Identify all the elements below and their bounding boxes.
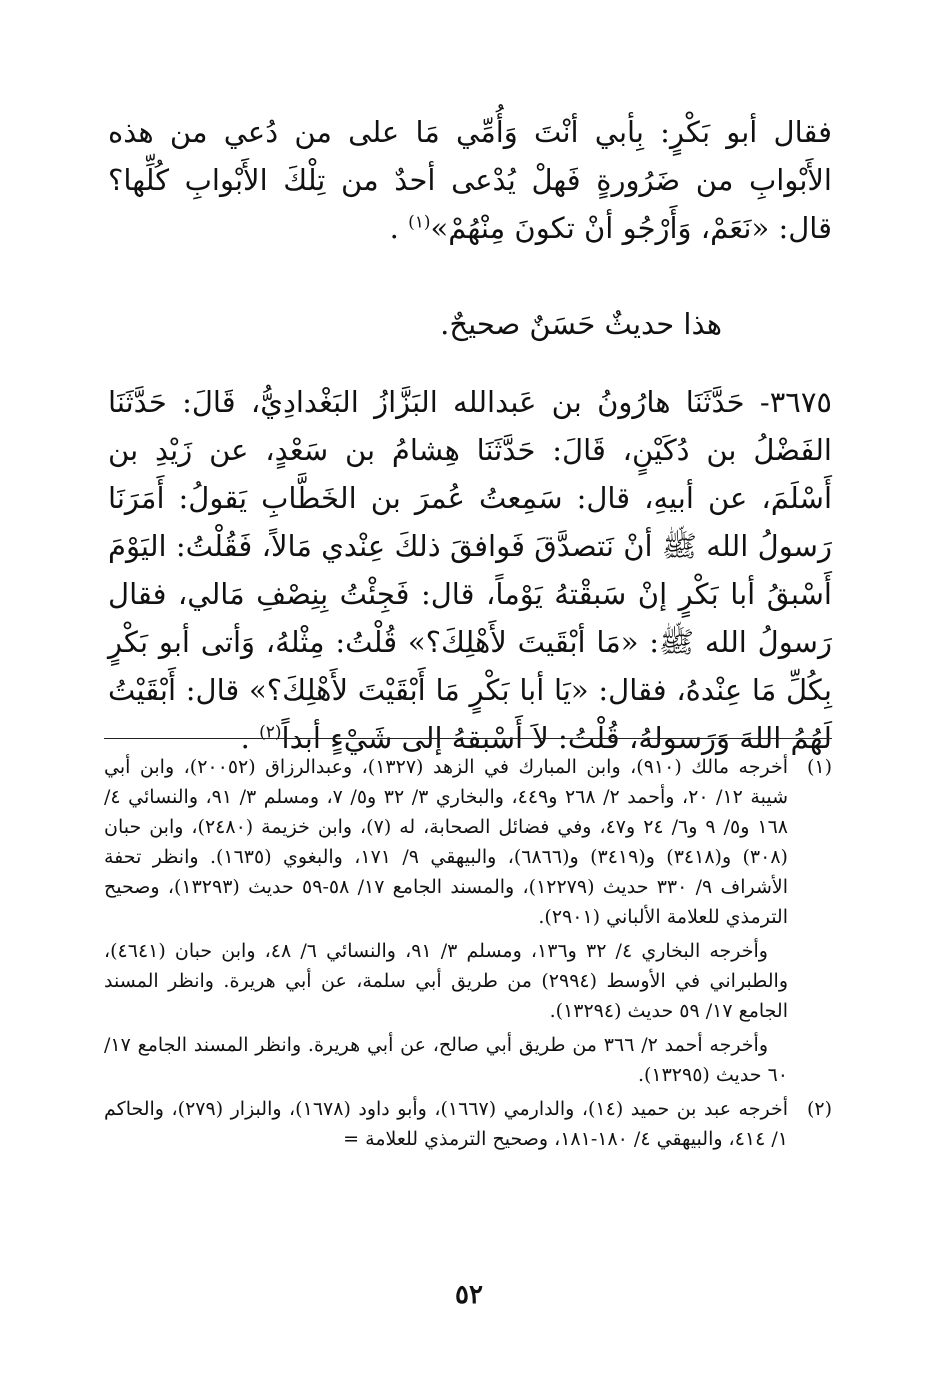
footnote-1-text: أخرجه مالك (٩١٠)، وابن المبارك في الزهد (١٣٢٧)، وعبدالرزاق (٢٠٠٥٢)، وابن أبي شيبة ١٢/ ٢٠، وأحمد ٢/ ٢٦٨ و٤٤٩، والبخاري ٣/ ٣٢ و٥/ ٧، ومسلم ٣/ ٩١، والنسائي ٤/ ١٦٨ و٥/ ٩ و٦/ ٢٤ و٤٧، وفي فضائل الصحابة، له (٧)، وابن خزيمة (٢٤٨٠)، وابن حبان (٣٠٨) و(٣٤١٨) و(٣٤١٩) و(٦٨٦٦)، والبيهقي ٩/ ١٧١، والبغوي (١٦٣٥). وانظر تحفة الأشراف ٩/ ٣٣٠ حديث (١٢٢٧٩)، والمسند الجامع ١٧/ ٥٨-٥٩ حديث (١٣٢٩٣)، وصحيح الترمذي للعلامة الألباني (٢٩٠١). bbox=[104, 756, 789, 928]
footnotes bbox=[104, 752, 832, 1158]
footnote-2-number: (٢) bbox=[806, 1098, 832, 1120]
footnote-1-number: (١) bbox=[806, 756, 832, 778]
footnote-1-continuation-2: وأخرجه أحمد ٢/ ٣٦٦ من طريق أبي صالح، عن أبي هريرة. وانظر المسند الجامع ١٧/ ٦٠ حديث (١٣٢٩٥). bbox=[104, 1034, 788, 1086]
footnote-1 bbox=[104, 752, 832, 932]
main-text bbox=[108, 108, 832, 755]
footnote-ref-1: (١) bbox=[408, 212, 431, 233]
intro-end: . bbox=[389, 211, 409, 245]
footnote-divider bbox=[104, 738, 832, 739]
hadith-grade: هذا حديثٌ حَسَنٌ صحيحٌ. bbox=[440, 307, 722, 341]
hadith-end: . bbox=[240, 721, 260, 755]
footnote-ref-2: (٢) bbox=[259, 722, 282, 743]
intro-paragraph bbox=[108, 108, 832, 252]
footnote-1-continuation-1: وأخرجه البخاري ٤/ ٣٢ و١٣٦، ومسلم ٣/ ٩١، والنسائي ٦/ ٤٨، وابن حبان (٤٦٤١)، والطبراني في الأوسط (٢٩٩٤) من طريق أبي سلمة، عن أبي هريرة. وانظر المسند الجامع ١٧/ ٥٩ حديث (١٣٢٩٤). bbox=[104, 940, 788, 1022]
page-number: ٥٢ bbox=[455, 1280, 483, 1310]
hadith-paragraph bbox=[108, 378, 832, 762]
intro-text: فقال أبو بَكْرٍ: بِأبي أنْتَ وَأُمِّي مَا على من دُعي من هذه الأَبْوابِ من ضَرُورةٍ فَهلْ يُدْعى أحدٌ من تِلْكَ الأَبْوابِ كُلِّها؟ قال: «نَعَمْ، وَأَرْجُو أنْ تكونَ مِنْهُمْ» bbox=[108, 115, 832, 245]
footnote-2 bbox=[104, 1094, 832, 1154]
hadith-text: ٣٦٧٥- حَدَّثَنَا هارُونُ بن عَبدالله البَزَّازُ البَغْدادِيُّ، قَالَ: حَدَّثَنَا الفَضْلُ بن دُكَيْنٍ، قَالَ: حَدَّثَنَا هِشامُ بن سَعْدٍ، عن زَيْدِ بن أَسْلَمَ، عن أبيهِ، قال: سَمِعتُ عُمرَ بن الخَطَّابِ يَقولُ: أَمَرَنَا رَسولُ الله ﷺ أنْ نَتصدَّقَ فَوافقَ ذلكَ عِنْدي مَالاً، فَقُلْتُ: اليَوْمَ أَسْبقُ أبا بَكْرٍ إنْ سَبقْتهُ يَوْماً، قال: فَجِئْتُ بِنِصْفِ مَالي، فقال رَسولُ الله ﷺ: «مَا أبْقَيتَ لأَهْلِكَ؟» قُلْتُ: مِثْلهُ، وَأتى أبو بَكْرٍ بِكُلِّ مَا عِنْدهُ، فقال: «يَا أبا بَكْرٍ مَا أَبْقَيْتَ لأَهْلِكَ؟» قال: أَبْقَيْتُ لَهُمُ اللهَ وَرَسولهُ، قُلْتُ: لاَ أَسْبقهُ إلى شَيْءٍ أبداً bbox=[108, 385, 832, 755]
footnote-2-text: أخرجه عبد بن حميد (١٤)، والدارمي (١٦٦٧)، وأبو داود (١٦٧٨)، والبزار (٢٧٩)، والحاكم ١/ ٤١٤، والبيهقي ٤/ ١٨٠-١٨١، وصحيح الترمذي للعلامة = bbox=[104, 1098, 788, 1150]
